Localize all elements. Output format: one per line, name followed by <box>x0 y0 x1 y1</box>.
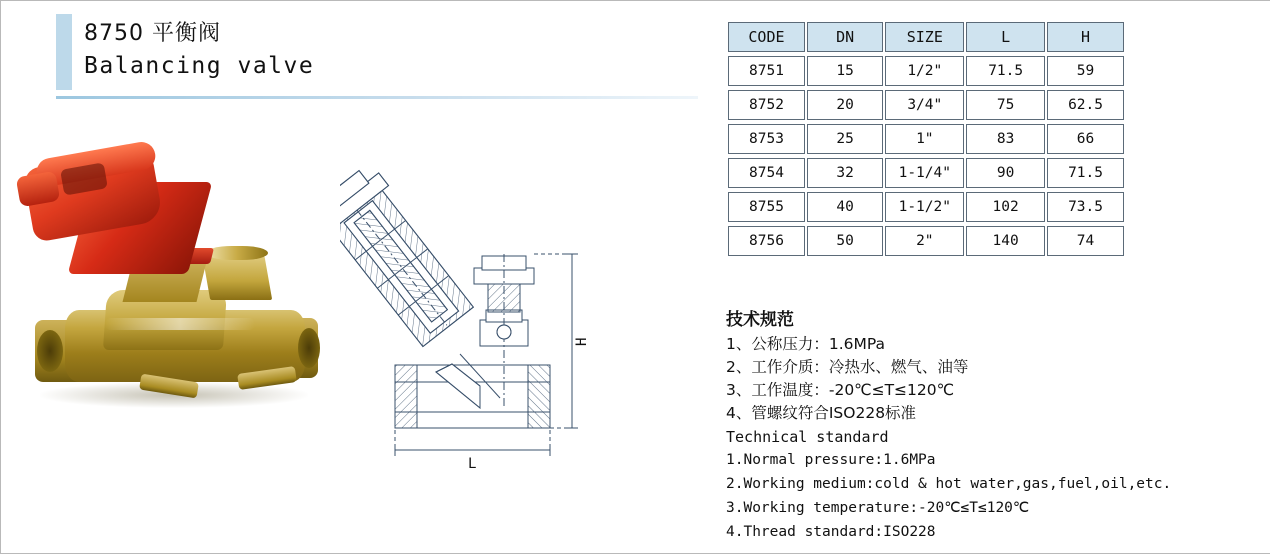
cell-size: 1-1/4" <box>885 158 964 188</box>
table-row <box>728 56 1124 86</box>
cell-code: 8756 <box>728 226 805 256</box>
cell-l: 90 <box>966 158 1045 188</box>
dimension-table-wrapper <box>726 18 1130 260</box>
cell-l: 71.5 <box>966 56 1045 86</box>
dimension-table <box>726 18 1126 260</box>
header-divider <box>56 96 698 99</box>
photo-highlight <box>105 318 255 330</box>
accent-bar <box>56 14 72 90</box>
dimension-label-l: L <box>468 456 477 472</box>
cell-l: 102 <box>966 192 1045 222</box>
spec-cn-line-3: 3、工作温度：-20℃≤T≤120℃ <box>726 381 955 399</box>
cell-size: 2" <box>885 226 964 256</box>
page-title-en: Balancing valve <box>84 53 315 79</box>
cell-h: 73.5 <box>1047 192 1124 222</box>
table-header-row <box>728 22 1124 52</box>
spec-en-line-3: 3.Working temperature:-20℃≤T≤120℃ <box>726 500 1030 516</box>
spec-en-line-4: 4.Thread standard:ISO228 <box>726 524 936 540</box>
cell-size: 1-1/2" <box>885 192 964 222</box>
table-row <box>728 226 1124 256</box>
spec-en-line-2: 2.Working medium:cold & hot water,gas,fuel,oil,etc. <box>726 476 1172 492</box>
valve-side-boss-top <box>206 246 268 260</box>
cell-dn: 32 <box>807 158 883 188</box>
table-row <box>728 158 1124 188</box>
table-row <box>728 124 1124 154</box>
specification-block <box>726 305 1266 544</box>
page-title-cn: 8750 平衡阀 <box>84 21 221 46</box>
column-header-l: L <box>966 22 1045 52</box>
product-photo <box>10 130 340 490</box>
technical-drawing <box>340 150 630 480</box>
valve-right-port-bore <box>298 328 320 368</box>
cell-h: 66 <box>1047 124 1124 154</box>
cell-h: 71.5 <box>1047 158 1124 188</box>
valve-left-port-bore <box>37 330 63 372</box>
cell-h: 59 <box>1047 56 1124 86</box>
table-row <box>728 90 1124 120</box>
cell-code: 8753 <box>728 124 805 154</box>
cell-l: 83 <box>966 124 1045 154</box>
technical-drawing-svg <box>340 150 630 480</box>
spec-cn-line-1: 1、公称压力：1.6MPa <box>726 335 886 353</box>
cell-code: 8751 <box>728 56 805 86</box>
cell-h: 62.5 <box>1047 90 1124 120</box>
cell-l: 75 <box>966 90 1045 120</box>
cell-size: 1" <box>885 124 964 154</box>
cell-code: 8754 <box>728 158 805 188</box>
cell-dn: 15 <box>807 56 883 86</box>
cell-h: 74 <box>1047 226 1124 256</box>
table-row <box>728 192 1124 222</box>
document-header <box>56 8 696 104</box>
cell-size: 1/2" <box>885 56 964 86</box>
column-header-size: SIZE <box>885 22 964 52</box>
spec-en-line-1: 1.Normal pressure:1.6MPa <box>726 452 936 468</box>
cell-dn: 25 <box>807 124 883 154</box>
spec-title-cn: 技术规范 <box>726 310 794 330</box>
dimension-label-h: H <box>574 337 590 346</box>
cell-l: 140 <box>966 226 1045 256</box>
spec-cn-line-2: 2、工作介质：冷热水、燃气、油等 <box>726 358 969 376</box>
cell-dn: 20 <box>807 90 883 120</box>
cell-size: 3/4" <box>885 90 964 120</box>
cell-code: 8755 <box>728 192 805 222</box>
column-header-code: CODE <box>728 22 805 52</box>
spec-title-en: Technical standard <box>726 428 889 446</box>
column-header-h: H <box>1047 22 1124 52</box>
cell-dn: 40 <box>807 192 883 222</box>
spec-cn-line-4: 4、管螺纹符合ISO228标准 <box>726 404 917 422</box>
cell-dn: 50 <box>807 226 883 256</box>
cell-code: 8752 <box>728 90 805 120</box>
column-header-dn: DN <box>807 22 883 52</box>
